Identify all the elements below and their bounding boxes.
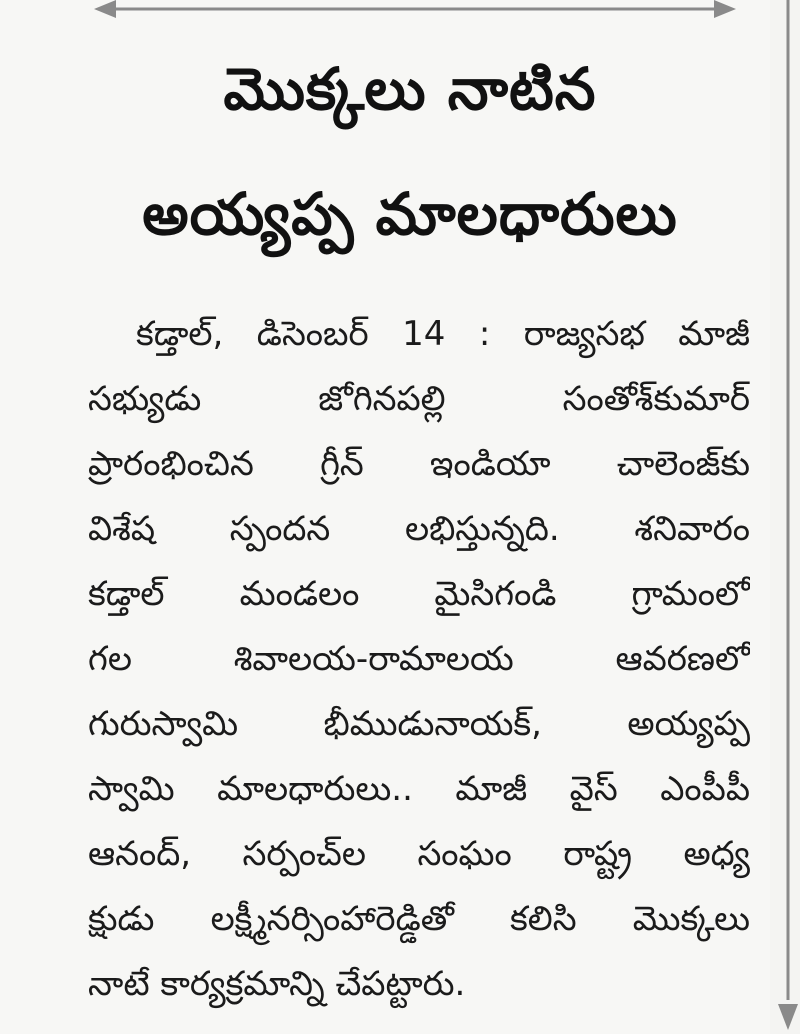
body-line: కడ్తాల్, డిసెంబర్ 14 : రాజ్యసభ మాజీ [136, 314, 750, 354]
body-line: క్షుడు లక్ష్మీనర్సింహారెడ్డితో కలిసి మొక్కలు [88, 899, 750, 939]
body-line: గురుస్వామి భీముడునాయక్, అయ్యప్ప [88, 704, 750, 744]
headline-line-2: అయ్యప్ప మాలధారులు [142, 180, 678, 248]
body-line: నాటే కార్యక్రమాన్ని చేపట్టారు. [88, 964, 466, 1004]
body-line: స్వామి మాలధారులు.. మాజీ వైస్ ఎంపీపీ [88, 769, 750, 809]
top-rule-arrow [90, 0, 740, 22]
body-line: విశేష స్పందన లభిస్తున్నది. శనివారం [88, 509, 750, 549]
body-line: కడ్తాల్ మండలం మైసిగండి గ్రామంలో [88, 574, 750, 614]
body-line: సభ్యుడు జోగినపల్లి సంతోశ్‌కుమార్ [88, 379, 750, 419]
body-line: ఆనంద్, సర్పంచ్‌ల సంఘం రాష్ట్ర అధ్య [88, 834, 750, 874]
article-body [88, 302, 750, 1017]
body-line: ప్రారంభించిన గ్రీన్ ఇండియా చాలెంజ్‌కు [88, 444, 750, 484]
body-line: గల శివాలయ-రామాలయ ఆవరణలో [88, 639, 750, 679]
headline-line-1: మొక్కలు నాటిన [223, 55, 597, 123]
side-rule-arrow [772, 0, 800, 1034]
